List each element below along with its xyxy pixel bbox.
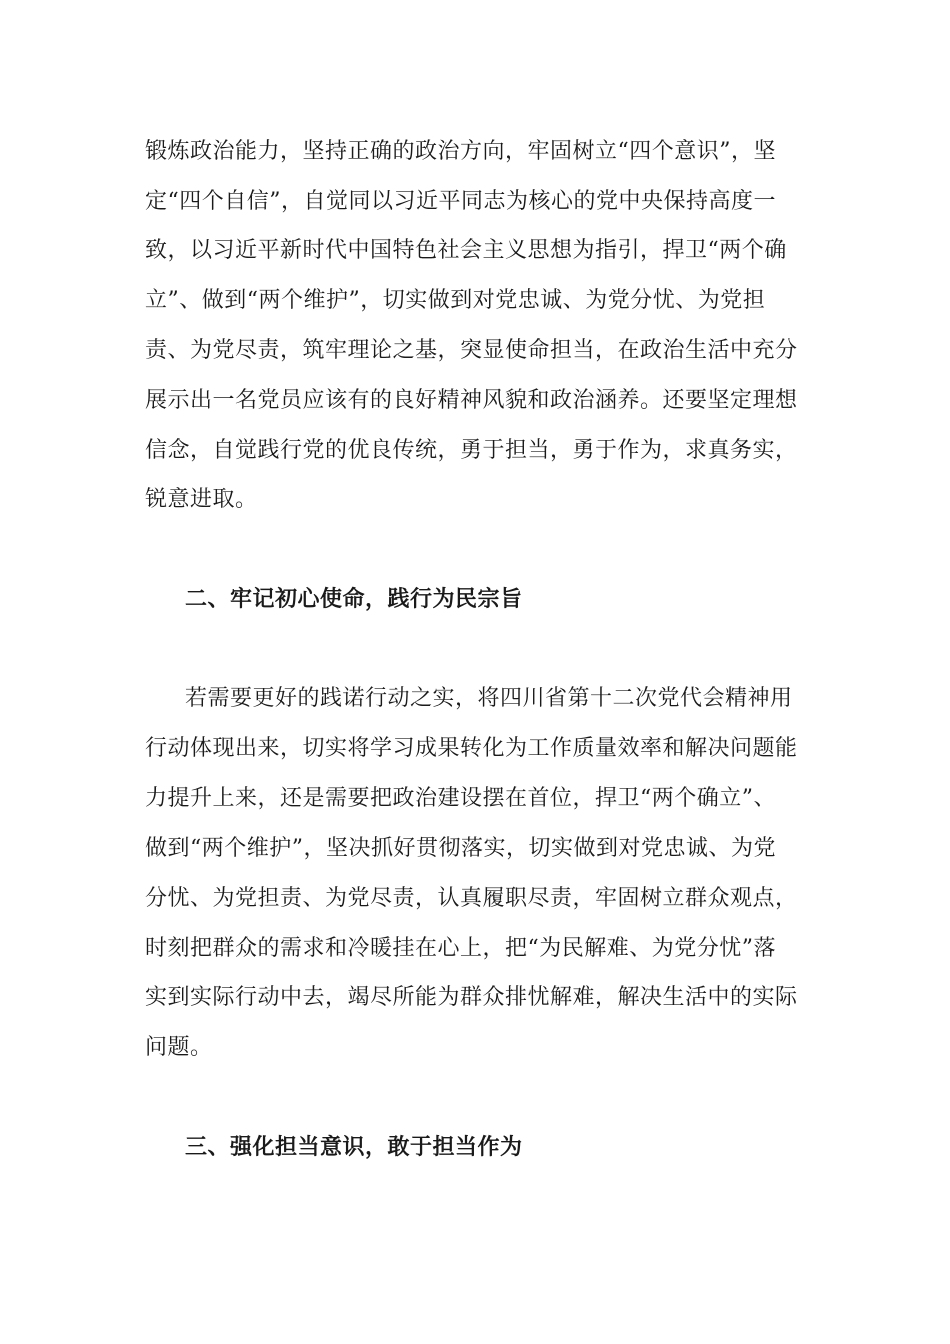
- paragraph-2-line-1: 若需要更好的践诺行动之实，将四川省第十二次党代会精神用: [185, 686, 793, 711]
- paragraph-2-line-3: 力提升上来，还是需要把政治建设摆在首位，捍卫“两个确立”、: [145, 786, 776, 811]
- paragraph-1-line-4: 立”、做到“两个维护”，切实做到对党忠诚、为党分忧、为党担: [145, 288, 766, 313]
- section-heading-3: 三、强化担当意识，敢于担当作为: [185, 1134, 523, 1160]
- paragraph-1-line-2: 定“四个自信”，自觉同以习近平同志为核心的党中央保持高度一: [145, 189, 776, 214]
- paragraph-2-line-6: 时刻把群众的需求和冷暖挂在心上，把“为民解难、为党分忧”落: [145, 936, 776, 961]
- paragraph-2-line-2: 行动体现出来，切实将学习成果转化为工作质量效率和解决问题能: [145, 736, 798, 761]
- paragraph-1-line-8: 锐意进取。: [145, 487, 258, 512]
- paragraph-1-line-1: 锻炼政治能力，坚持正确的政治方向，牢固树立“四个意识”，坚: [145, 139, 776, 164]
- section-heading-2: 二、牢记初心使命，践行为民宗旨: [185, 586, 523, 612]
- paragraph-1-line-6: 展示出一名党员应该有的良好精神风貌和政治涵养。还要坚定理想: [145, 388, 798, 413]
- paragraph-2-line-7: 实到实际行动中去，竭尽所能为群众排忧解难，解决生活中的实际: [145, 985, 798, 1010]
- paragraph-1-line-7: 信念，自觉践行党的优良传统，勇于担当，勇于作为，求真务实，: [145, 438, 798, 463]
- paragraph-1-line-5: 责、为党尽责，筑牢理论之基，突显使命担当，在政治生活中充分: [145, 338, 798, 363]
- paragraph-2-line-8: 问题。: [145, 1035, 213, 1060]
- paragraph-1-line-3: 致，以习近平新时代中国特色社会主义思想为指引，捍卫“两个确: [145, 238, 787, 263]
- paragraph-2-line-5: 分忧、为党担责、为党尽责，认真履职尽责，牢固树立群众观点，: [145, 886, 798, 911]
- paragraph-2-line-4: 做到“两个维护”，坚决抓好贯彻落实，切实做到对党忠诚、为党: [145, 836, 776, 861]
